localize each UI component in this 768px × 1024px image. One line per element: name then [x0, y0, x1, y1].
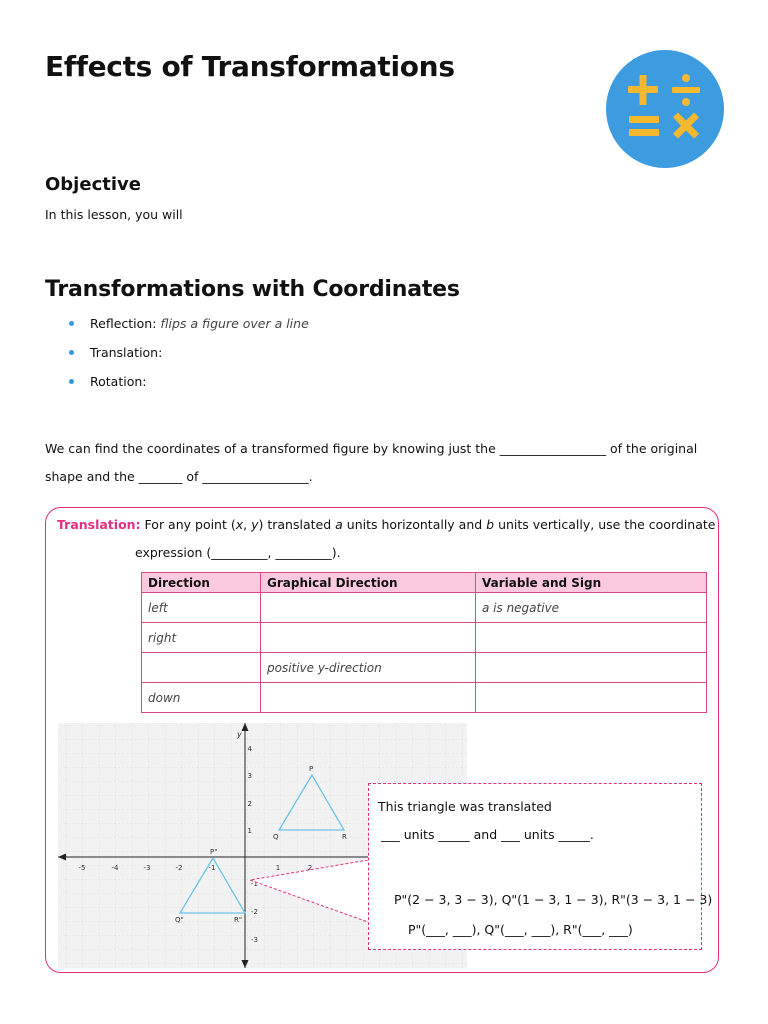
table-row: [142, 653, 707, 683]
page-title: Effects of Transformations: [45, 50, 455, 83]
vertex-label-p: P: [309, 765, 314, 773]
section-heading: Transformations with Coordinates: [45, 277, 460, 302]
bullet-desc: flips a figure over a line: [160, 316, 309, 331]
table-header: Graphical Direction: [261, 573, 476, 593]
bullet-label: Translation:: [90, 345, 163, 360]
y-tick-label: -1: [251, 880, 258, 888]
table-cell: [142, 653, 261, 683]
table-cell: [476, 623, 707, 653]
objective-text: In this lesson, you will: [45, 207, 183, 222]
table-cell: [476, 683, 707, 713]
y-tick-label: 2: [247, 800, 252, 808]
paragraph-line-2: shape and the _______ of _________________.: [45, 469, 313, 484]
table-cell: a is negative: [476, 593, 707, 623]
table-header: Direction: [142, 573, 261, 593]
list-item: [90, 345, 309, 374]
callout-line-3: P"(2 − 3, 3 − 3), Q"(1 − 3, 1 − 3), R"(3 − 3, 1 − 3): [394, 892, 713, 907]
list-item: [90, 374, 309, 403]
x-tick-label: -5: [78, 864, 86, 872]
rule-text: ,: [243, 517, 252, 532]
vertex-label-r-image: R": [234, 916, 243, 924]
rule-text: units horizontally and: [342, 517, 487, 532]
x-tick-label: -3: [143, 864, 151, 872]
table-cell: positive y-direction: [261, 653, 476, 683]
table-cell: [261, 593, 476, 623]
x-tick-label: 1: [275, 864, 281, 872]
table-cell: down: [142, 683, 261, 713]
direction-table: [141, 572, 707, 713]
translation-callout: [368, 783, 713, 950]
table-row: [142, 593, 707, 623]
rule-var-b: b: [486, 517, 495, 532]
translation-rule-line-2: expression (_________, _________).: [135, 545, 341, 560]
x-tick-label: 2: [307, 864, 313, 872]
table-row: [142, 683, 707, 713]
y-tick-label: 1: [247, 827, 252, 835]
table-cell: left: [142, 593, 261, 623]
y-tick-label: 3: [247, 772, 252, 780]
bullet-label: Rotation:: [90, 374, 147, 389]
table-header-row: [142, 573, 707, 593]
bullet-icon: [69, 350, 74, 355]
paragraph-line-1: We can find the coordinates of a transformed figure by knowing just the _________________ of the original: [45, 441, 698, 456]
bullet-label: Reflection:: [90, 316, 157, 331]
table-row: [142, 623, 707, 653]
transformation-list: [90, 316, 309, 403]
rule-text: ) translated: [258, 517, 336, 532]
y-axis-label: y: [237, 730, 242, 739]
y-tick-label: 4: [247, 745, 252, 753]
rule-text: For any point (: [144, 517, 236, 532]
bullet-icon: [69, 379, 74, 384]
objective-heading: Objective: [45, 174, 141, 195]
bullet-icon: [69, 321, 74, 326]
list-item: [90, 316, 309, 345]
table-cell: [261, 683, 476, 713]
y-tick-label: -2: [251, 908, 258, 916]
x-tick-label: -2: [175, 864, 183, 872]
rule-var-y: y: [251, 517, 259, 532]
table-cell: [261, 623, 476, 653]
vertex-label-q-image: Q": [175, 916, 184, 924]
vertex-label-q: Q: [273, 833, 279, 841]
rule-text: units vertically, use the coordinate: [494, 517, 716, 532]
x-tick-label: -1: [208, 864, 216, 872]
translation-label: Translation:: [57, 517, 141, 532]
x-tick-label: -4: [111, 864, 119, 872]
callout-pointer: [240, 860, 372, 930]
callout-line-1: This triangle was translated: [378, 799, 552, 814]
rule-var-x: x: [235, 517, 244, 532]
translation-rule-line-1: [57, 517, 715, 532]
math-symbols-logo: [606, 50, 724, 168]
rule-var-a: a: [335, 517, 343, 532]
callout-line-4: P"(___, ___), Q"(___, ___), R"(___, ___): [408, 922, 633, 937]
callout-line-2: ___ units _____ and ___ units _____.: [381, 827, 594, 842]
vertex-label-p-image: P": [210, 848, 218, 856]
table-cell: [476, 653, 707, 683]
y-tick-label: -3: [251, 936, 258, 944]
math-operators-icon: [606, 50, 724, 168]
vertex-label-r: R: [342, 833, 347, 841]
table-cell: right: [142, 623, 261, 653]
table-header: Variable and Sign: [476, 573, 707, 593]
